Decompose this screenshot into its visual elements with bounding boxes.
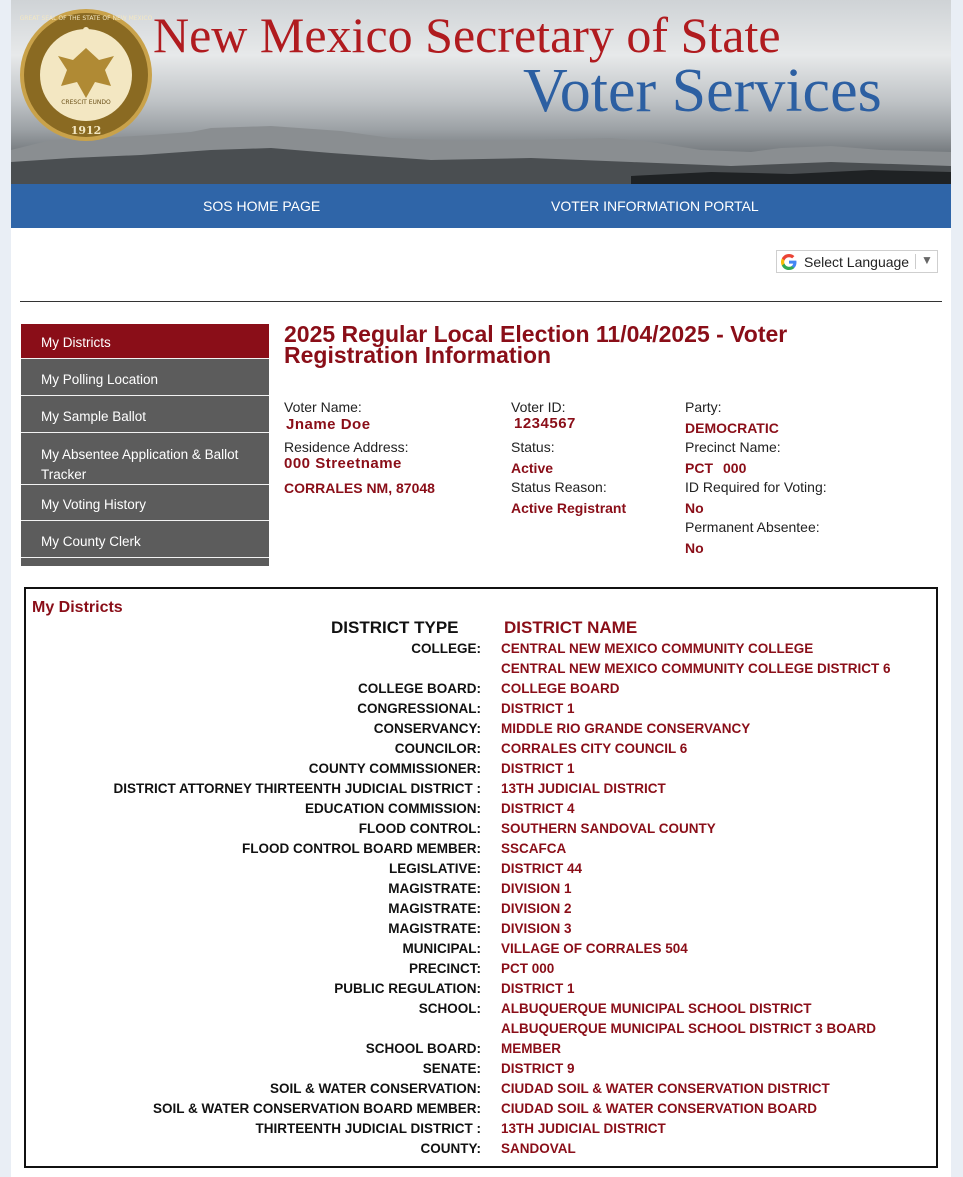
district-name: VILLAGE OF CORRALES 504 — [501, 941, 688, 956]
dropdown-arrow-icon: ▼ — [921, 253, 933, 267]
party-value: DEMOCRATIC — [685, 420, 779, 436]
district-name: SANDOVAL — [501, 1141, 576, 1156]
district-name: CORRALES CITY COUNCIL 6 — [501, 741, 688, 756]
top-nav — [11, 184, 951, 228]
google-icon — [781, 254, 797, 270]
district-name: DISTRICT 1 — [501, 761, 575, 776]
district-type: MUNICIPAL: — [402, 941, 481, 956]
district-type: COLLEGE BOARD: — [358, 681, 481, 696]
district-name: DISTRICT 9 — [501, 1061, 575, 1076]
district-type: DISTRICT ATTORNEY THIRTEENTH JUDICIAL DISTRICT : — [113, 781, 481, 796]
seal-text: GREAT SEAL OF THE STATE OF NEW MEXICO — [19, 15, 153, 22]
language-divider — [915, 254, 916, 269]
district-name: MIDDLE RIO GRANDE CONSERVANCY — [501, 721, 751, 736]
sidebar-item-polling-location[interactable]: My Polling Location — [21, 361, 269, 396]
language-select[interactable] — [776, 250, 938, 273]
id-required-label: ID Required for Voting: — [685, 479, 827, 495]
id-required-value: No — [685, 500, 704, 516]
status-reason-label: Status Reason: — [511, 479, 607, 495]
district-name: 13TH JUDICIAL DISTRICT — [501, 1121, 666, 1136]
district-type: LEGISLATIVE: — [388, 861, 481, 876]
district-name: ALBUQUERQUE MUNICIPAL SCHOOL DISTRICT — [501, 1001, 812, 1016]
district-name: DISTRICT 1 — [501, 981, 575, 996]
seal-motto: CRESCIT EUNDO — [61, 99, 111, 106]
district-name: SOUTHERN SANDOVAL COUNTY — [501, 821, 716, 836]
permanent-absentee-label: Permanent Absentee: — [685, 519, 820, 535]
sidebar-item-county-clerk[interactable]: My County Clerk — [21, 523, 269, 558]
districts-heading: My Districts — [32, 599, 123, 616]
district-type: SOIL & WATER CONSERVATION BOARD MEMBER: — [152, 1101, 481, 1116]
district-type: FLOOD CONTROL: — [358, 821, 481, 836]
nav-voter-portal[interactable]: VOTER INFORMATION PORTAL — [551, 198, 759, 214]
district-type: COUNTY: — [420, 1141, 481, 1156]
residence-address-label: Residence Address: — [284, 439, 409, 455]
status-value: Active — [511, 460, 554, 476]
voter-name-label: Voter Name: — [284, 399, 362, 415]
district-type: COUNCILOR: — [394, 741, 481, 756]
district-type: SCHOOL BOARD: — [365, 1041, 481, 1056]
district-name: DIVISION 2 — [501, 901, 572, 916]
district-type: MAGISTRATE: — [388, 921, 481, 936]
district-name: 13TH JUDICIAL DISTRICT — [501, 781, 666, 796]
district-type: PRECINCT: — [408, 961, 481, 976]
site-banner — [11, 0, 951, 184]
district-type: MAGISTRATE: — [388, 881, 481, 896]
sidebar-item-voting-history[interactable]: My Voting History — [21, 486, 269, 521]
banner-title: New Mexico Secretary of State — [153, 7, 781, 63]
district-type: COLLEGE: — [411, 641, 481, 656]
district-name: DIVISION 1 — [501, 881, 572, 896]
status-reason-value: Active Registrant — [511, 500, 627, 516]
district-type: CONGRESSIONAL: — [357, 701, 481, 716]
precinct-name-value — [685, 460, 746, 476]
nav-sos-home[interactable]: SOS HOME PAGE — [203, 198, 321, 214]
district-name: DISTRICT 4 — [501, 801, 575, 816]
party-label: Party: — [685, 399, 722, 415]
district-type: SCHOOL: — [418, 1001, 481, 1016]
district-name: CIUDAD SOIL & WATER CONSERVATION DISTRICT — [501, 1081, 830, 1096]
sidebar-item-my-districts[interactable]: My Districts — [21, 324, 269, 359]
district-name: CENTRAL NEW MEXICO COMMUNITY COLLEGE — [501, 641, 814, 656]
district-name: COLLEGE BOARD — [501, 681, 620, 696]
district-name-header: DISTRICT NAME — [504, 618, 638, 637]
precinct-name-label: Precinct Name: — [685, 439, 781, 455]
district-type: FLOOD CONTROL BOARD MEMBER: — [242, 841, 481, 856]
sidebar — [21, 324, 269, 566]
district-name: DISTRICT 1 — [501, 701, 575, 716]
precinct-prefix: PCT — [685, 460, 713, 476]
district-type: EDUCATION COMMISSION: — [305, 801, 481, 816]
district-type: MAGISTRATE: — [388, 901, 481, 916]
district-type: THIRTEENTH JUDICIAL DISTRICT : — [255, 1121, 481, 1136]
address-line2: CORRALES NM, 87048 — [284, 480, 435, 496]
district-name: SSCAFCA — [501, 841, 567, 856]
district-type: SOIL & WATER CONSERVATION: — [269, 1081, 481, 1096]
district-type-header: DISTRICT TYPE — [331, 618, 459, 637]
district-name: DIVISION 3 — [501, 921, 572, 936]
district-type: CONSERVANCY: — [373, 721, 481, 736]
district-name: CIUDAD SOIL & WATER CONSERVATION BOARD — [501, 1101, 818, 1116]
sidebar-item-absentee-tracker[interactable]: My Absentee Application & Ballot Tracker — [21, 435, 269, 485]
precinct-number: 000 — [723, 460, 747, 476]
status-label: Status: — [511, 439, 555, 455]
seal-year: 1912 — [70, 124, 102, 137]
district-type: PUBLIC REGULATION: — [334, 981, 481, 996]
district-name: DISTRICT 44 — [501, 861, 583, 876]
page-title: 2025 Regular Local Election 11/04/2025 - Voter Registration Information — [284, 321, 788, 368]
language-label: Select Language — [804, 254, 910, 270]
sidebar-item-sample-ballot[interactable]: My Sample Ballot — [21, 398, 269, 433]
district-name: CENTRAL NEW MEXICO COMMUNITY COLLEGE DISTRICT 6 — [501, 661, 891, 676]
state-seal-icon — [19, 8, 153, 142]
banner-subtitle: Voter Services — [523, 57, 882, 125]
address-line1: 000 Streetname — [284, 455, 402, 472]
district-type: SENATE: — [422, 1061, 481, 1076]
divider — [20, 301, 942, 302]
district-name: ALBUQUERQUE MUNICIPAL SCHOOL DISTRICT 3 BOARD — [501, 1021, 877, 1036]
district-name: MEMBER — [501, 1041, 561, 1056]
district-name: PCT 000 — [501, 961, 555, 976]
voter-id-label: Voter ID: — [511, 399, 566, 415]
district-type: COUNTY COMMISSIONER: — [308, 761, 481, 776]
voter-id-value: 1234567 — [514, 415, 576, 432]
permanent-absentee-value: No — [685, 540, 704, 556]
voter-name-value: Jname Doe — [286, 416, 371, 433]
page — [11, 0, 951, 1177]
